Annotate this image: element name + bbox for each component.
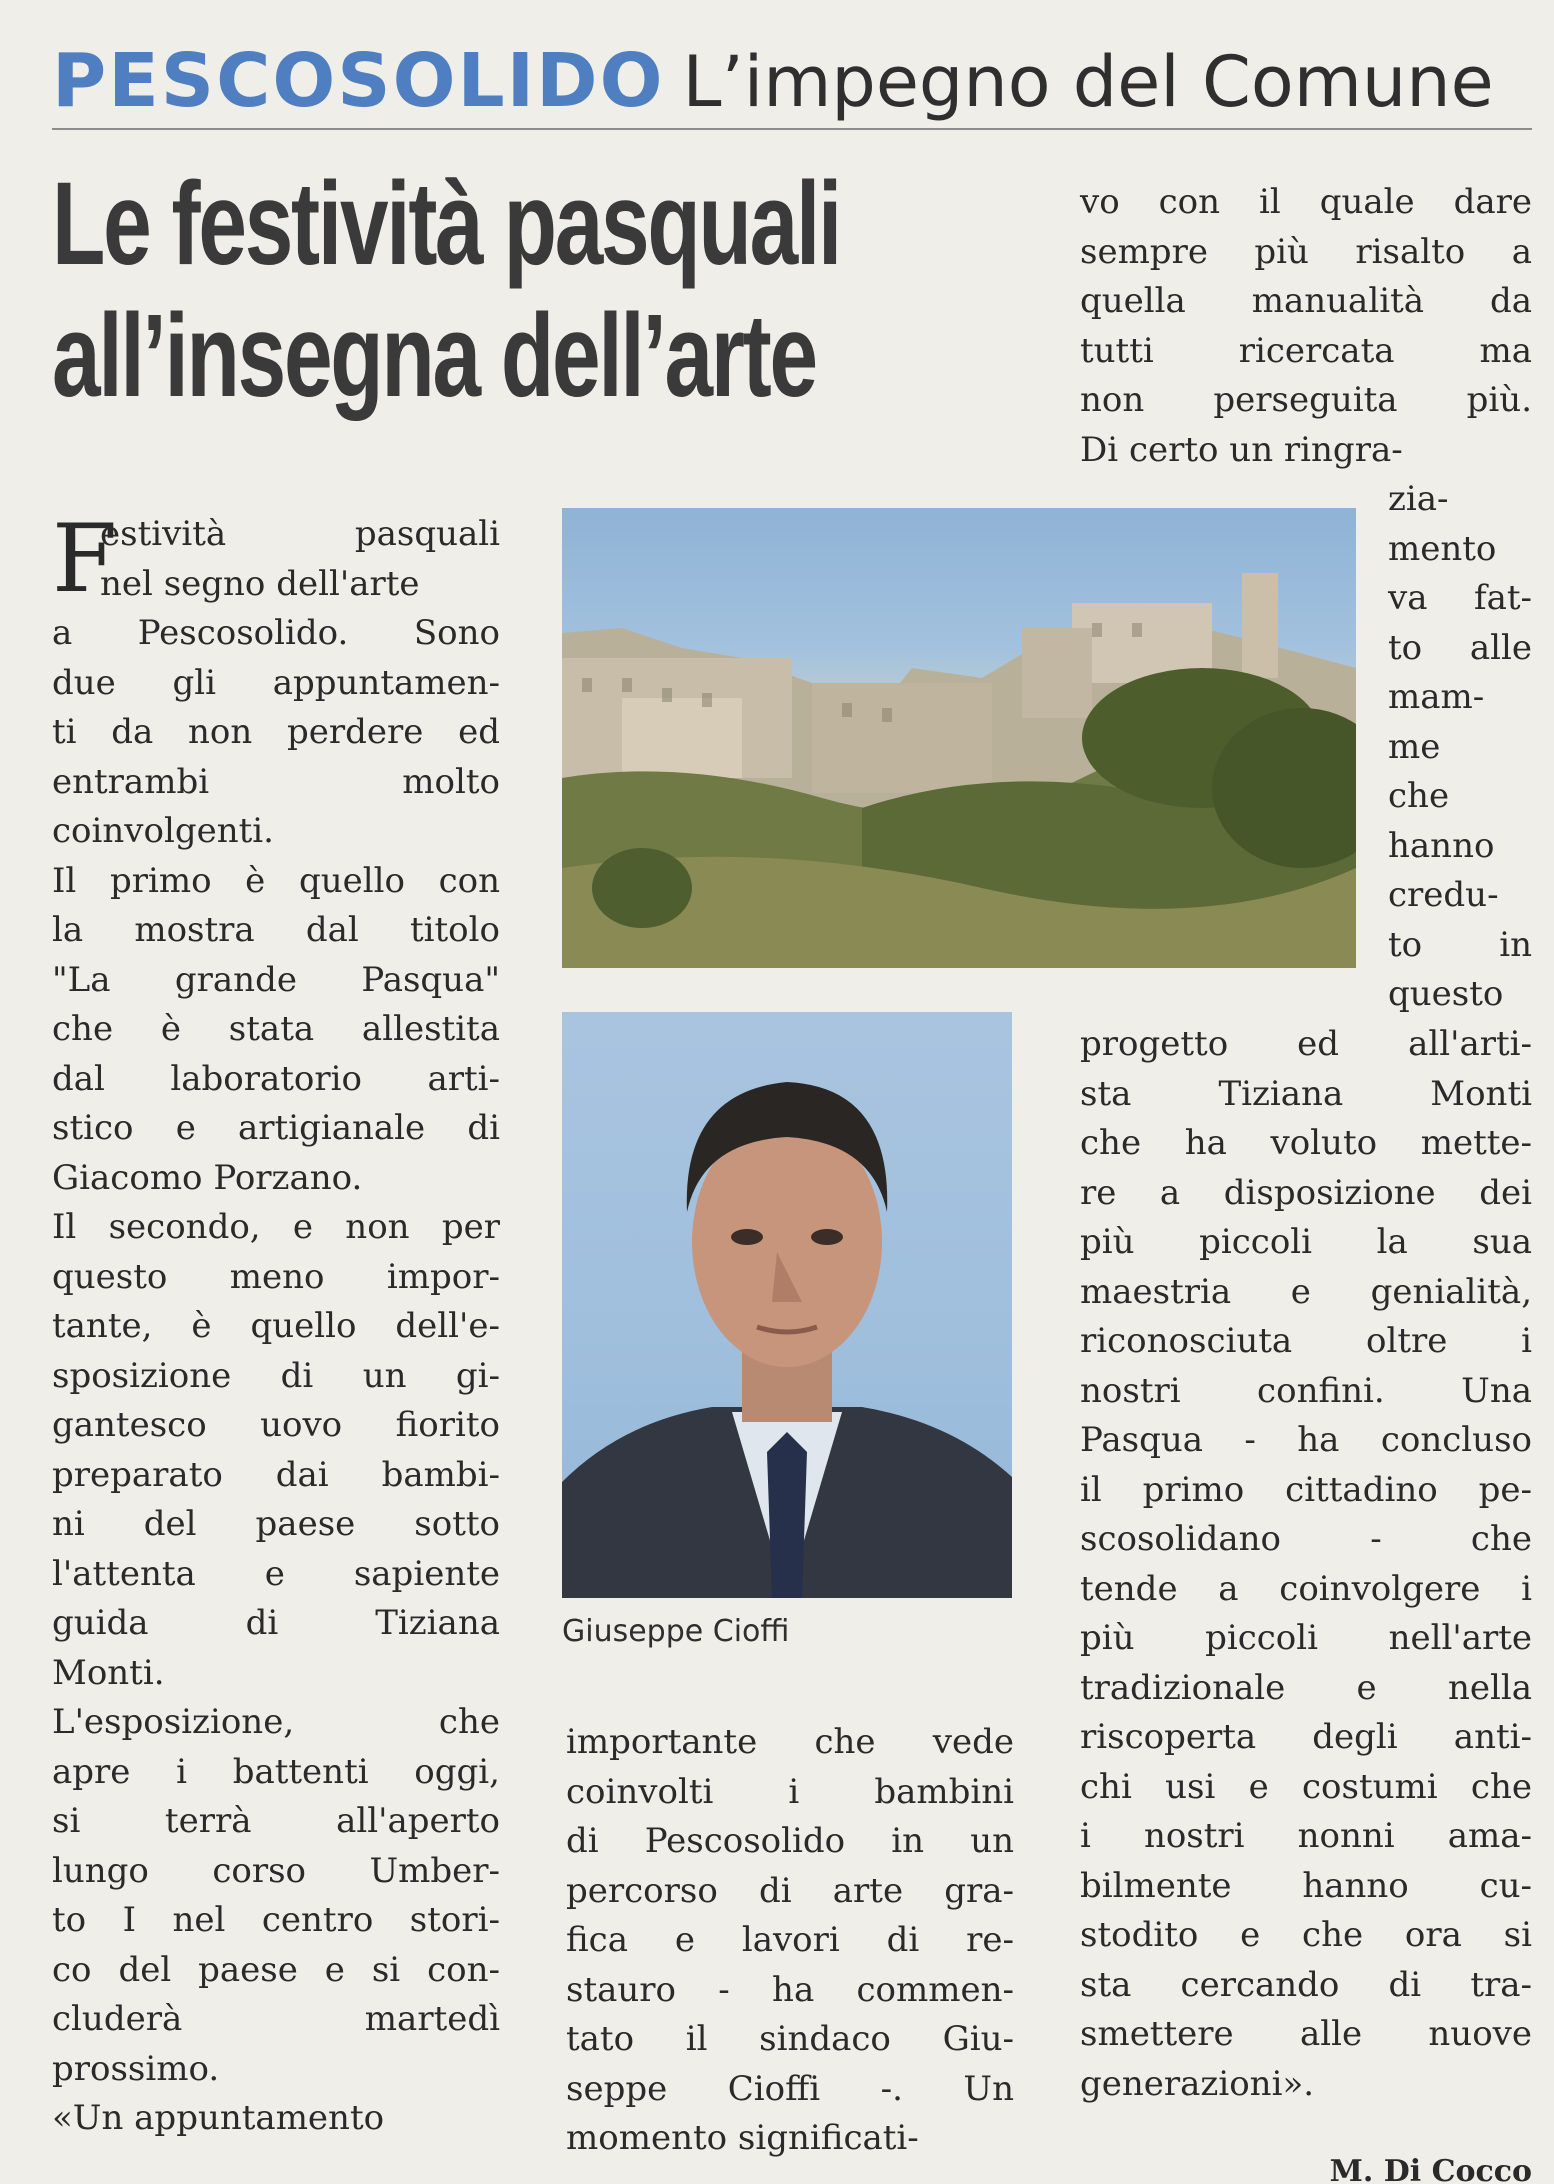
text-line: co del paese e si con-	[52, 1949, 500, 1990]
text-line: che ha voluto mette-	[1080, 1123, 1532, 1163]
text-line: ti da non perdere ed	[52, 712, 500, 752]
text-line: dal laboratorio arti-	[52, 1058, 500, 1099]
article-column-2	[566, 1718, 1014, 2164]
text-line: apre i battenti oggi,	[52, 1751, 500, 1792]
text-line: smettere alle nuove	[1080, 2014, 1532, 2054]
mayor-portrait-image	[562, 1012, 1012, 1598]
text-line: Il secondo, e non per	[52, 1207, 500, 1247]
mayor-portrait-photo	[562, 1012, 1012, 1598]
text-line: più piccoli la sua	[1080, 1222, 1532, 1262]
text-line: chi usi e costumi che	[1080, 1766, 1532, 1807]
text-line: stodito e che ora si	[1080, 1915, 1532, 1955]
text-line: progetto ed all'arti-	[1080, 1024, 1532, 1064]
text-line: mam-	[1388, 677, 1485, 717]
article-column-3-wrap	[1388, 475, 1532, 1020]
article-column-1-intro	[100, 510, 500, 609]
drop-cap: F	[52, 505, 118, 614]
text-line: a Pescosolido. Sono	[52, 613, 500, 653]
text-line: che	[1388, 776, 1450, 816]
text-line: coinvolgenti.	[52, 811, 274, 851]
text-line: riscoperta degli anti-	[1080, 1717, 1532, 1757]
article-headline	[52, 158, 1032, 422]
text-line: Giacomo Porzano.	[52, 1157, 363, 1198]
text-line: me	[1388, 726, 1441, 767]
text-line: Monti.	[52, 1652, 165, 1693]
text-line: seppe Cioffi -. Un	[566, 2068, 1014, 2109]
text-line: sposizione di un gi-	[52, 1355, 500, 1396]
text-line: più piccoli nell'arte	[1080, 1618, 1532, 1658]
text-line: stico e artigianale di	[52, 1108, 500, 1148]
text-line: sta cercando di tra-	[1080, 1964, 1532, 2005]
text-line: to I nel centro stori-	[52, 1900, 500, 1940]
text-line: coinvolti i bambini	[566, 1771, 1014, 1812]
text-line: «Un appuntamento	[52, 2098, 385, 2138]
section-kicker: PESCOSOLIDO	[52, 38, 665, 124]
text-line: sempre più risalto a	[1080, 231, 1532, 272]
text-line: importante che vede	[566, 1722, 1014, 1762]
section-header	[52, 38, 1532, 122]
header-rule	[52, 128, 1532, 130]
text-line: la mostra dal titolo	[52, 910, 500, 950]
text-line: Pasqua - ha concluso	[1080, 1420, 1532, 1460]
text-line: fica e lavori di re-	[566, 1920, 1014, 1960]
text-line: scosolidano - che	[1080, 1519, 1532, 1559]
town-photo-image	[562, 508, 1356, 968]
text-line: questo	[1388, 974, 1504, 1014]
text-line: che è stata allestita	[52, 1009, 500, 1049]
text-line: Il primo è quello con	[52, 860, 500, 901]
text-line: riconosciuta oltre i	[1080, 1321, 1532, 1361]
text-line: questo meno impor-	[52, 1256, 500, 1297]
headline-line: all’insegna dell’arte	[52, 290, 816, 422]
text-line: generazioni».	[1080, 2063, 1315, 2104]
text-line: gantesco uovo fiorito	[52, 1405, 500, 1445]
text-line: to in	[1388, 924, 1532, 965]
text-line: stauro - ha commen-	[566, 1969, 1014, 2010]
text-line: to alle	[1388, 627, 1532, 668]
text-line: vo con il quale dare	[1080, 182, 1532, 222]
text-line: va fat-	[1388, 578, 1532, 618]
article-column-3	[1080, 1020, 1532, 2109]
text-line: "La grande Pasqua"	[52, 959, 500, 1000]
text-line: L'esposizione, che	[52, 1702, 500, 1742]
text-line: percorso di arte gra-	[566, 1870, 1014, 1911]
text-line: nostri confini. Una	[1080, 1370, 1532, 1411]
text-line: zia-	[1388, 479, 1449, 519]
text-line: tato il sindaco Giu-	[566, 2019, 1014, 2059]
text-line: preparato dai bambi-	[52, 1454, 500, 1495]
text-line: momento significati-	[566, 2118, 919, 2158]
article-byline: M. Di Cocco	[1329, 2154, 1532, 2184]
text-line: cluderà martedì	[52, 1999, 500, 2039]
text-line: maestria e genialità,	[1080, 1271, 1532, 1312]
text-line: il primo cittadino pe-	[1080, 1469, 1532, 1510]
text-line: i nostri nonni ama-	[1080, 1816, 1532, 1856]
text-line: lungo corso Umber-	[52, 1850, 500, 1891]
text-line: tende a coinvolgere i	[1080, 1568, 1532, 1609]
text-line: Di certo un ringra-	[1080, 429, 1403, 470]
section-title: L’impegno del Comune	[682, 41, 1494, 123]
text-line: hanno	[1388, 825, 1495, 866]
text-line: quella manualità da	[1080, 281, 1532, 321]
text-line: entrambi molto	[52, 761, 500, 802]
text-line: estività pasquali	[100, 514, 500, 554]
text-line: bilmente hanno cu-	[1080, 1865, 1532, 1906]
text-line: tante, è quello dell'e-	[52, 1306, 500, 1346]
portrait-caption: Giuseppe Cioffi	[562, 1614, 790, 1649]
text-line: l'attenta e sapiente	[52, 1553, 500, 1594]
headline-line: Le festività pasquali	[52, 158, 841, 290]
text-line: sta Tiziana Monti	[1080, 1073, 1532, 1114]
text-line: si terrà all'aperto	[52, 1801, 500, 1841]
text-line: di Pescosolido in un	[566, 1821, 1014, 1861]
text-line: re a disposizione dei	[1080, 1172, 1532, 1213]
text-line: tradizionale e nella	[1080, 1667, 1532, 1708]
town-photo	[562, 508, 1356, 968]
text-line: nel segno dell'arte	[100, 563, 420, 604]
text-line: prossimo.	[52, 2048, 220, 2089]
text-line: non perseguita più.	[1080, 380, 1532, 420]
article-column-3-top	[1080, 178, 1532, 475]
text-line: mento	[1388, 528, 1497, 569]
text-line: tutti ricercata ma	[1080, 330, 1532, 371]
text-line: credu-	[1388, 875, 1499, 915]
text-line: ni del paese sotto	[52, 1504, 500, 1544]
text-line: guida di Tiziana	[52, 1603, 500, 1643]
article-column-1	[52, 609, 500, 2144]
text-line: due gli appuntamen-	[52, 662, 500, 703]
